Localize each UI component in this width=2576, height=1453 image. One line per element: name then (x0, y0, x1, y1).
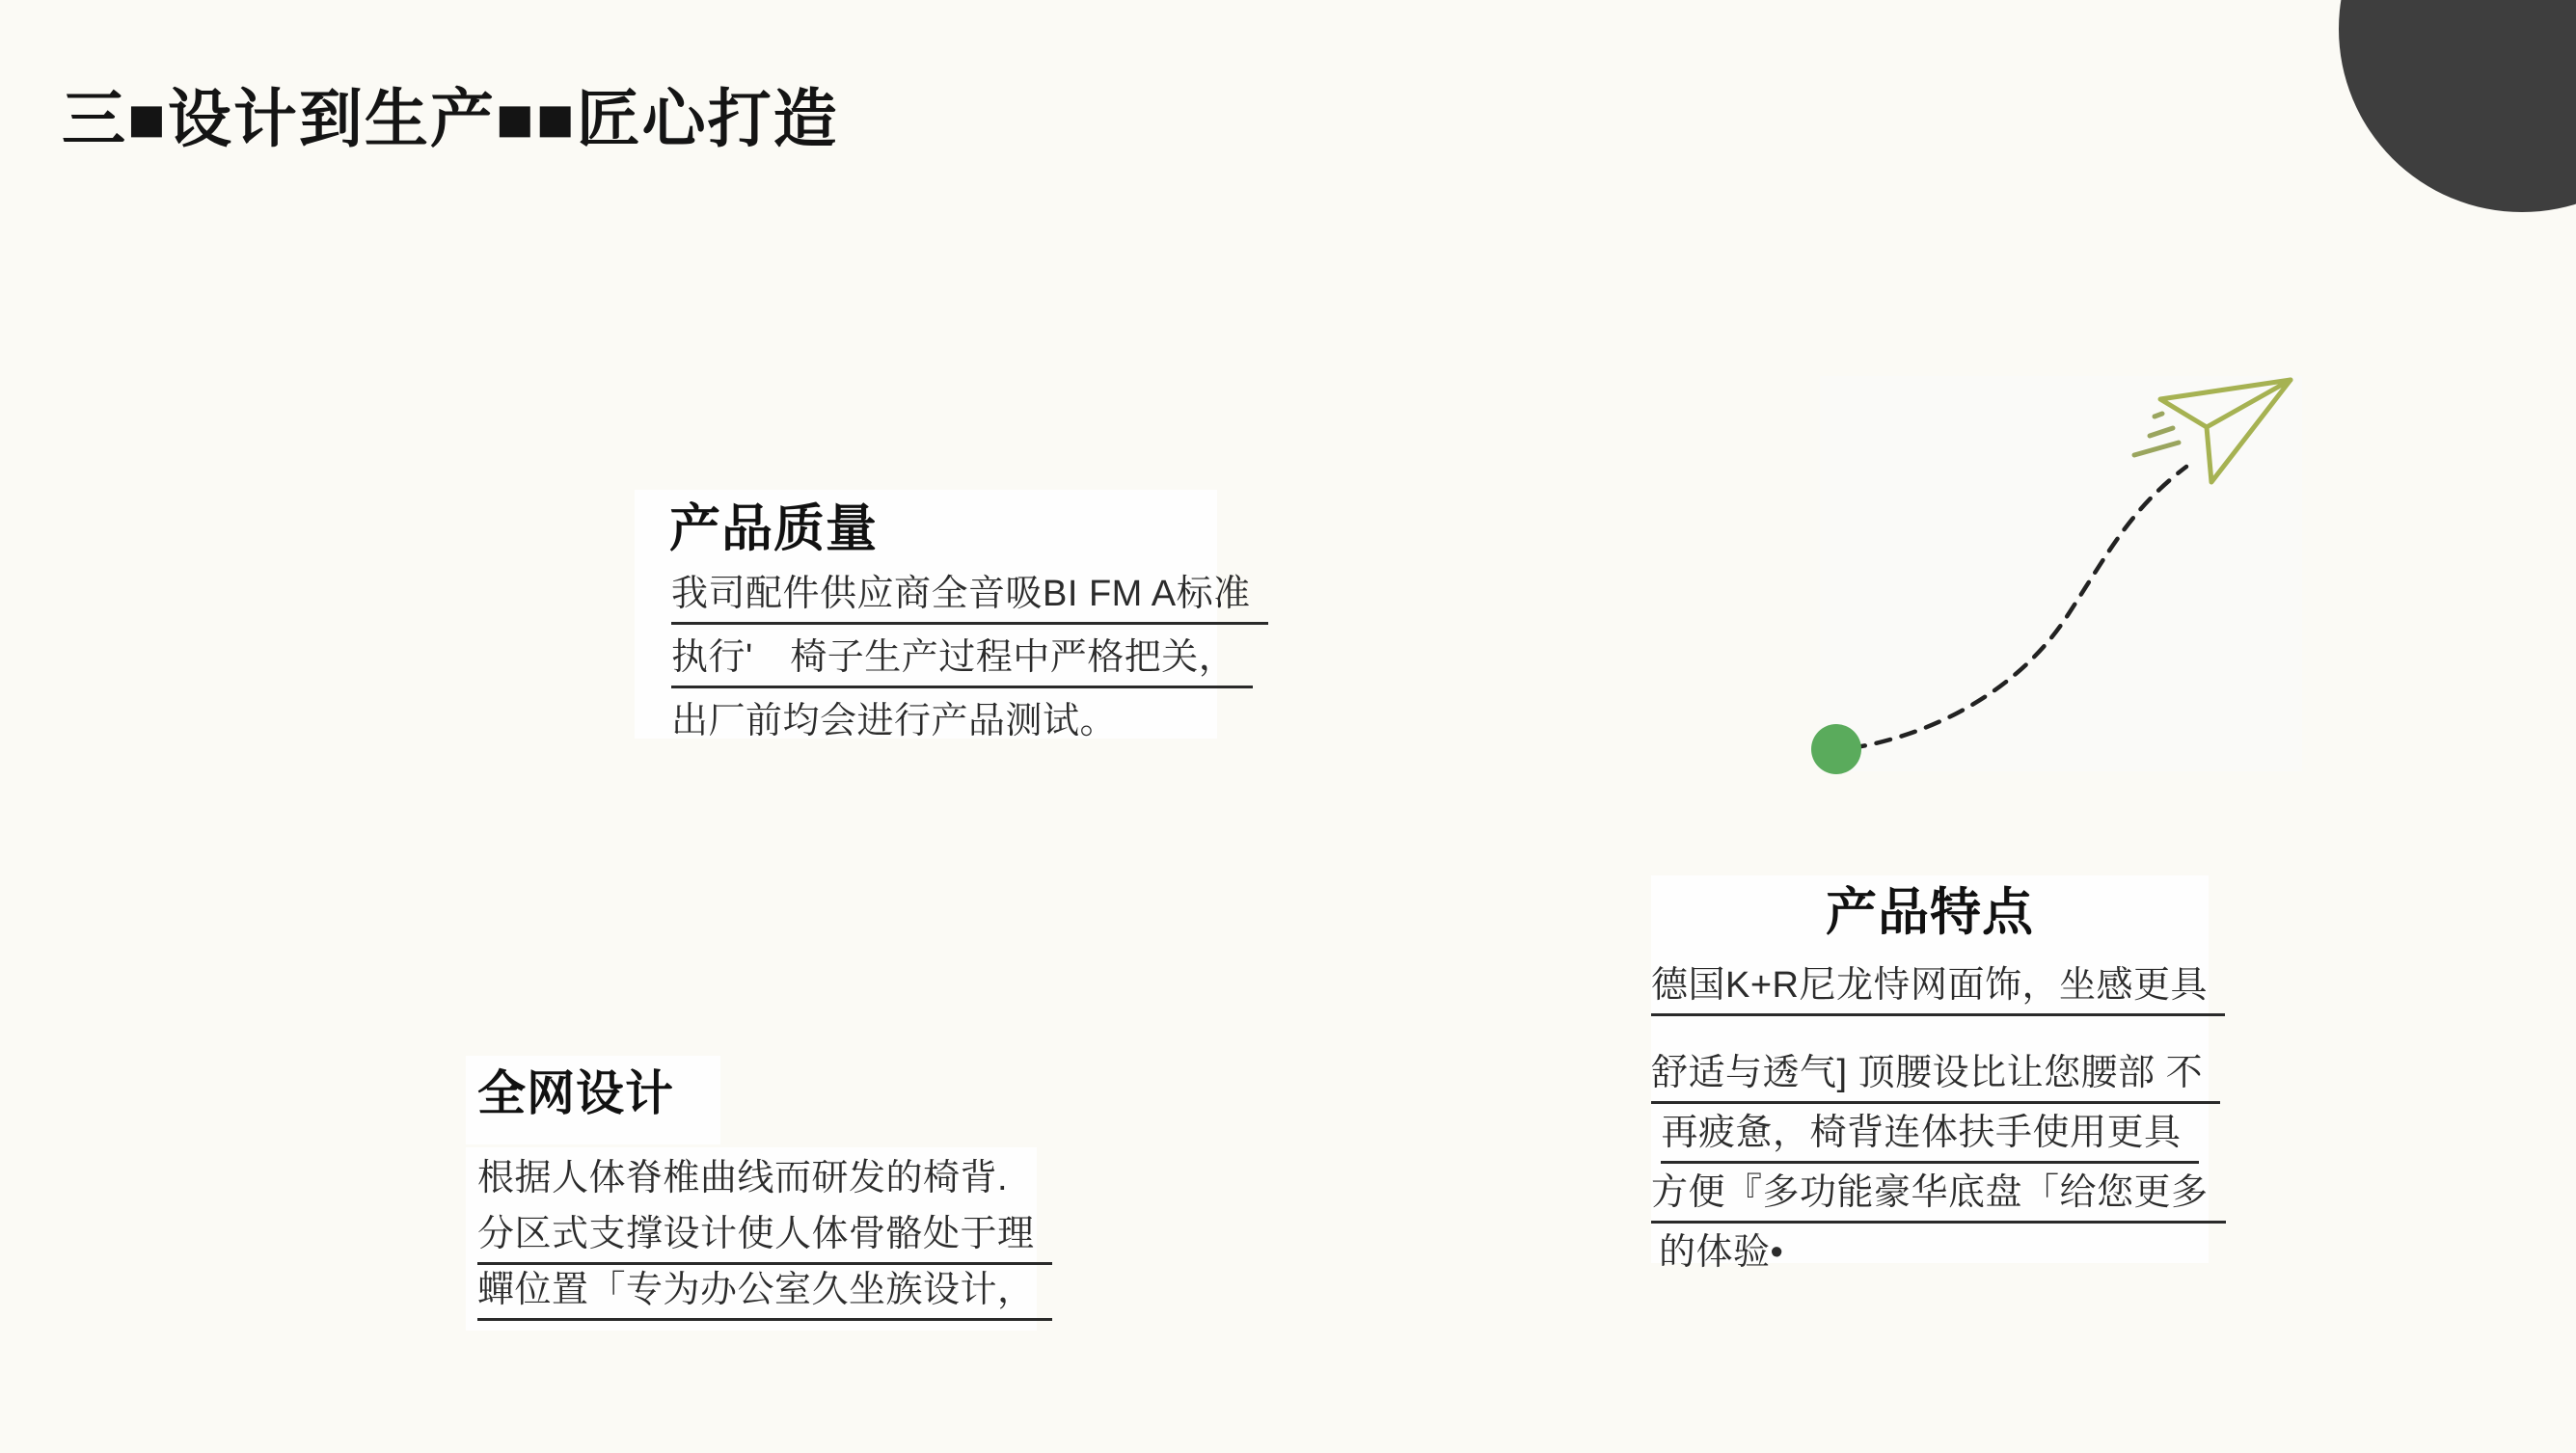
design-line (477, 1211, 1037, 1267)
features-line-text: 舒适与透气] 顶腰设比让您腰部 不 (1651, 1050, 2220, 1104)
plane-card-background (1820, 376, 2302, 771)
features-line (1651, 1050, 2209, 1104)
features-line (1651, 1229, 2209, 1276)
quality-heading: 产品质量 (669, 500, 878, 557)
features-line (1651, 1170, 2209, 1224)
quality-body (671, 571, 1251, 762)
start-dot-icon (1811, 724, 1861, 774)
quality-line (671, 698, 1217, 762)
design-line-text: 蟬位置「专为办公室久坐族设计， (477, 1267, 1052, 1321)
features-line-text: 的体验• (1659, 1232, 1784, 1273)
quality-line-text: 我司配件供应商全音吸BI FM A标准 (671, 571, 1268, 625)
quality-line-text: 执行' 椅子生产过程中严格把关， (671, 634, 1253, 688)
quality-line (671, 571, 1251, 634)
features-line-text: 德国K+R尼龙恃网面饰，坐感更具 (1651, 962, 2225, 1016)
quality-line-text: 出厂前均会进行产品测试。 (671, 701, 1118, 741)
features-line-text: 方便『多功能豪华底盘「给您更多 (1651, 1170, 2226, 1224)
features-card (1651, 875, 2209, 1273)
design-heading-card (466, 1056, 720, 1144)
page-title: 三■设计到生产■■匠心打造 (62, 85, 839, 155)
features-body (1651, 962, 2209, 1276)
corner-circle-decoration (2339, 0, 2576, 212)
design-body (477, 1155, 1037, 1323)
features-heading: 产品特点 (1826, 884, 2034, 941)
features-line (1651, 1110, 2209, 1164)
quality-card (635, 490, 1251, 741)
features-line (1651, 962, 2209, 1016)
paper-plane-graphic (1791, 366, 2312, 781)
design-line (477, 1155, 1037, 1211)
design-line-text: 分区式支撑设计使人体骨骼处于理 (477, 1211, 1052, 1265)
design-heading: 全网设计 (477, 1066, 674, 1120)
quality-line (671, 634, 1236, 698)
design-line (477, 1267, 1037, 1323)
design-body-card (466, 1147, 1037, 1331)
features-line-text: 再疲惫，椅背连体扶手使用更具 (1661, 1110, 2198, 1164)
design-line-text: 根据人体脊椎曲线而研发的椅背. (477, 1158, 1009, 1198)
